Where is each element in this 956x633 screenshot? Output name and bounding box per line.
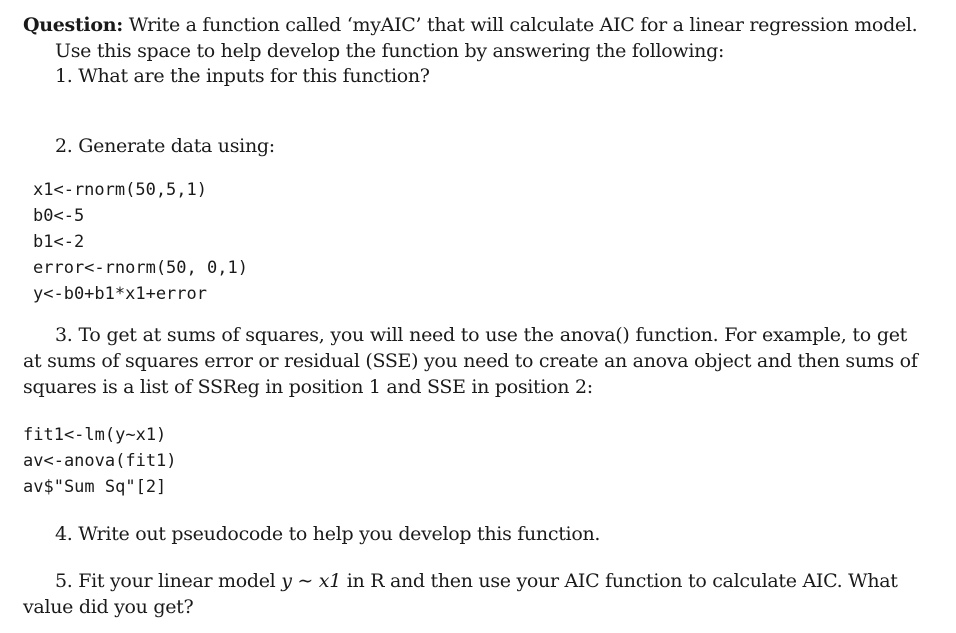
code-line-fit1: fit1<-lm(y~x1) [23, 425, 167, 445]
code-line-error: error<-rnorm(50, 0,1) [33, 258, 248, 278]
code-line-sumsq: av$"Sum Sq"[2] [23, 477, 167, 497]
code-line-b1: b1<-2 [33, 232, 85, 252]
item-5-pre: 5. Fit your linear model [55, 570, 276, 592]
math-sim: ∼ [297, 570, 314, 592]
item-3-line-1: 3. To get at sums of squares, you will need to use the anova() function. For example, to get [55, 324, 907, 346]
item-4-text: 4. Write out pseudocode to help you develop this function. [55, 523, 601, 545]
code-line-x1: x1<-rnorm(50,5,1) [33, 180, 207, 200]
question-line-2: Use this space to help develop the function by answering the following: [55, 40, 725, 62]
item-5-post: in R and then use your AIC function to calculate AIC. What [346, 570, 898, 592]
math-x1: x1 [318, 570, 341, 592]
item-1-text: 1. What are the inputs for this function? [55, 65, 430, 87]
question-text: Write a function called ‘myAIC’ that will calculate AIC for a linear regression model. [128, 14, 918, 36]
code-line-av: av<-anova(fit1) [23, 451, 177, 471]
code-line-b0: b0<-5 [33, 206, 85, 226]
item-2-text: 2. Generate data using: [55, 135, 275, 157]
item-3-line-3: squares is a list of SSReg in position 1 and SSE in position 2: [23, 376, 593, 398]
item-5-line-1 [55, 569, 898, 594]
question-line-1 [23, 13, 917, 38]
math-y: y [281, 570, 292, 592]
item-3-line-2: at sums of squares error or residual (SSE) you need to create an anova object and then sums of [23, 350, 918, 372]
item-5-line-2: value did you get? [23, 596, 194, 618]
question-label: Question: [23, 14, 123, 36]
code-line-y: y<-b0+b1*x1+error [33, 284, 207, 304]
